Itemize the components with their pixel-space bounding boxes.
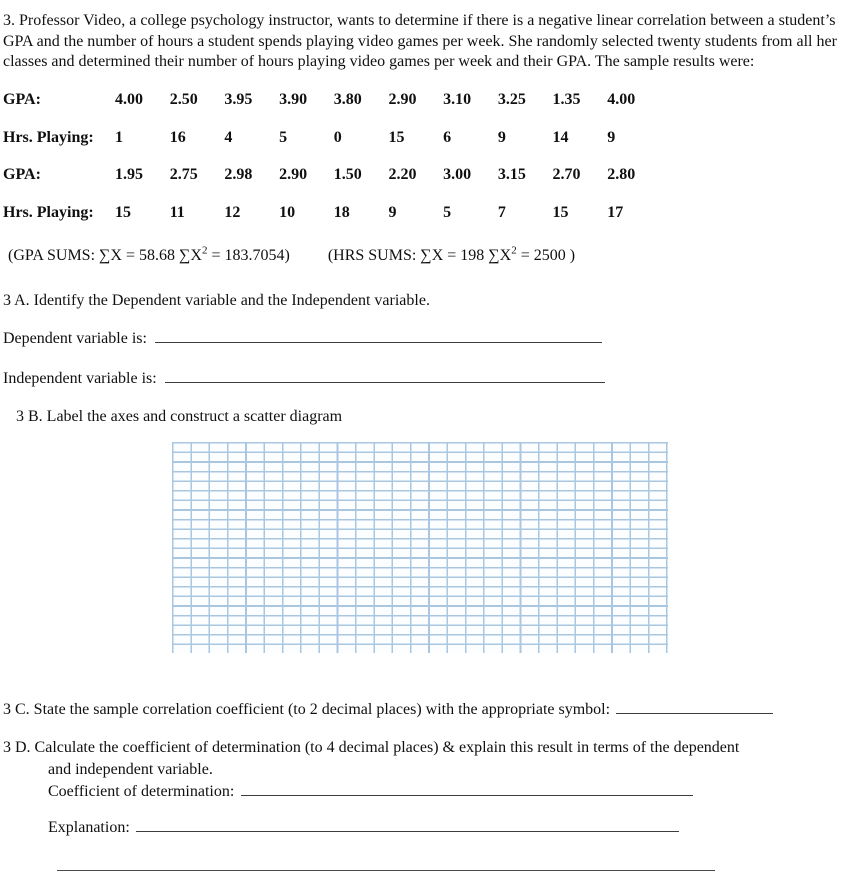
gpa-value: 1.35 <box>552 91 581 108</box>
gpa-value: 3.10 <box>443 91 472 108</box>
gpa-value: 1.50 <box>333 166 362 183</box>
hours-value: 6 <box>443 128 452 146</box>
dependent-variable-label: Dependent variable is: <box>3 330 147 348</box>
gpa-value: 2.98 <box>224 166 253 183</box>
hours-value: 15 <box>115 203 131 221</box>
gpa-row-label: GPA: <box>3 166 41 183</box>
hours-value: 0 <box>333 128 342 146</box>
hours-value: 16 <box>169 128 186 146</box>
gpa-value: 3.80 <box>333 91 362 108</box>
explanation-line <box>3 817 848 838</box>
independent-variable-label: Independent variable is: <box>3 370 157 388</box>
hours-value: 17 <box>607 203 624 221</box>
independent-variable-blank[interactable] <box>165 369 605 383</box>
hours-value: 11 <box>169 203 185 221</box>
section-c-prompt: 3 C. State the sample correlation coefficient (to 2 decimal places) with the appropriate symbol: <box>3 701 611 719</box>
gpa-sums: (GPA SUMS: ∑X = 58.68 $\sum X^2 = 183.7054$) <box>8 245 290 265</box>
gpa-value: 2.75 <box>169 166 198 183</box>
dependent-variable-line <box>3 328 848 349</box>
hours-value: 12 <box>224 203 241 221</box>
problem-statement: 3. Professor Video, a college psychology instructor, wants to determine if there is a negative linear correlation between a student’s GPA and the number of hours a student spends playing video games per week. She randomly selected twenty students from all her classes and determined their number of hours playing video games per week and their GPA. The sample results were: <box>3 12 837 70</box>
hours-row-1 <box>3 127 848 148</box>
gpa-value: 2.90 <box>279 166 308 183</box>
gpa-value: 2.50 <box>169 91 198 108</box>
hours-value: 9 <box>497 128 506 146</box>
hours-value: 9 <box>607 128 616 146</box>
coefficient-of-determination-label: Coefficient of determination: <box>48 782 235 800</box>
coefficient-of-determination-line <box>3 781 848 803</box>
hours-value: 4 <box>224 128 233 146</box>
section-d-prompt-line2: and independent variable. <box>48 761 213 779</box>
independent-variable-line <box>3 368 848 389</box>
section-a-heading: 3 A. Identify the Dependent variable and the Independent variable. <box>3 292 430 310</box>
extra-answer-blank[interactable] <box>57 870 715 871</box>
section-d-prompt-line1: 3 D. Calculate the coefficient of determination (to 4 decimal places) & explain this result in terms of the dependent <box>3 739 740 757</box>
section-b-heading: 3 B. Label the axes and construct a scatter diagram <box>16 408 343 426</box>
hours-row-2 <box>3 202 848 223</box>
gpa-value: 2.80 <box>607 166 636 183</box>
gpa-value: 3.95 <box>224 91 253 108</box>
hours-value: 14 <box>552 128 569 146</box>
gpa-value: 3.00 <box>443 166 472 183</box>
gpa-value: 3.90 <box>279 91 308 108</box>
gpa-value: 2.70 <box>552 166 581 183</box>
gpa-row-label: GPA: <box>3 91 41 108</box>
explanation-blank[interactable] <box>136 818 679 832</box>
hours-value: 5 <box>443 203 452 221</box>
correlation-coefficient-blank[interactable] <box>616 700 773 714</box>
hrs-sums: (HRS SUMS: ∑X = 198 $\sum X^2 = 2500$ ) <box>327 245 576 265</box>
section-c-line <box>3 699 848 720</box>
hours-row-label: Hrs. Playing: <box>3 128 94 146</box>
hours-row-label: Hrs. Playing: <box>3 203 94 221</box>
hours-value: 10 <box>279 203 296 221</box>
gpa-value: 3.15 <box>497 166 526 183</box>
gpa-value: 2.20 <box>388 166 417 183</box>
gpa-row-1 <box>3 89 848 110</box>
gpa-value: 3.25 <box>497 91 526 108</box>
hours-value: 5 <box>279 128 288 146</box>
sums-line <box>3 241 848 266</box>
gpa-row-2 <box>3 164 848 185</box>
hours-value: 15 <box>552 203 569 221</box>
coefficient-of-determination-blank[interactable] <box>241 782 693 796</box>
scatter-diagram-grid[interactable] <box>172 442 668 653</box>
dependent-variable-blank[interactable] <box>155 329 602 343</box>
gpa-value: 4.00 <box>115 91 143 108</box>
hours-value: 9 <box>388 203 397 221</box>
hours-value: 1 <box>115 128 123 146</box>
hours-value: 15 <box>388 128 405 146</box>
gpa-value: 4.00 <box>607 91 636 108</box>
section-d-block <box>3 737 848 802</box>
hours-value: 7 <box>497 203 506 221</box>
gpa-value: 2.90 <box>388 91 417 108</box>
hours-value: 18 <box>333 203 350 221</box>
explanation-label: Explanation: <box>48 818 130 836</box>
gpa-value: 1.95 <box>115 166 143 183</box>
